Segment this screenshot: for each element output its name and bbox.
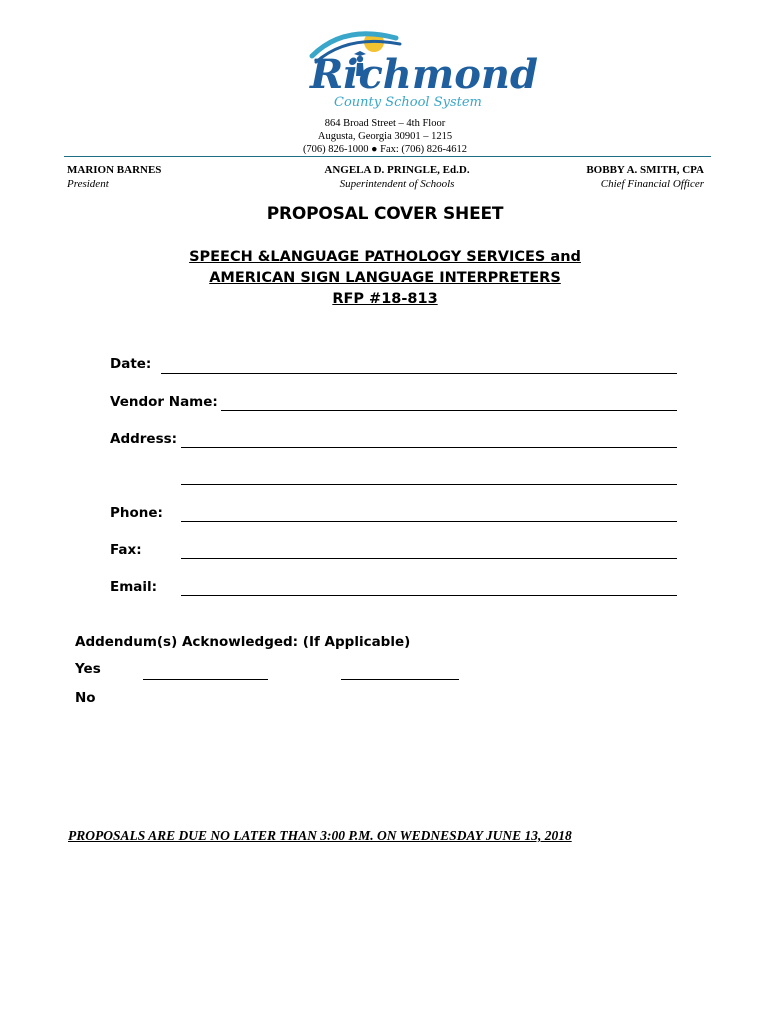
- vendor-name-field[interactable]: [221, 410, 677, 411]
- addendum-yes-field-1[interactable]: [143, 679, 268, 680]
- address-label: Address:: [110, 431, 178, 447]
- phone-label: Phone:: [110, 505, 163, 521]
- document-title: PROPOSAL COVER SHEET: [266, 204, 504, 224]
- address-line-street: 864 Broad Street – 4th Floor: [324, 118, 446, 129]
- addendum-yes-label: Yes: [75, 661, 101, 677]
- official-cfo: [586, 163, 704, 191]
- district-address: [0, 117, 770, 156]
- phone-field[interactable]: [181, 521, 677, 522]
- official-title: Chief Financial Officer: [600, 178, 704, 190]
- logo-wordmark: Richmond: [310, 51, 538, 98]
- richmond-county-logo: [304, 16, 538, 116]
- official-title: Superintendent of Schools: [339, 178, 455, 190]
- addendum-no-label: No: [75, 690, 96, 706]
- address-field-line-1[interactable]: [181, 447, 677, 448]
- official-title: President: [67, 178, 109, 190]
- addendum-label: Addendum(s) Acknowledged: (If Applicable): [75, 634, 411, 650]
- official-name: ANGELA D. PRINGLE, Ed.D.: [324, 164, 470, 176]
- date-label: Date:: [110, 356, 152, 372]
- fax-label: Fax:: [110, 542, 142, 558]
- email-label: Email:: [110, 579, 158, 595]
- address-line-city: Augusta, Georgia 30901 – 1215: [317, 131, 453, 142]
- addendum-yes-field-2[interactable]: [341, 679, 459, 680]
- official-president: [67, 163, 161, 191]
- rfp-subtitle: [0, 247, 770, 310]
- header-divider: [64, 156, 711, 157]
- email-field[interactable]: [181, 595, 677, 596]
- logo-subtitle: County School System: [334, 95, 482, 110]
- date-field[interactable]: [161, 373, 677, 374]
- rfp-number: RFP #18-813: [332, 291, 438, 307]
- official-superintendent: [285, 163, 509, 191]
- rfp-subtitle-line: AMERICAN SIGN LANGUAGE INTERPRETERS: [209, 270, 561, 286]
- fax-field[interactable]: [181, 558, 677, 559]
- rfp-subtitle-line: SPEECH &LANGUAGE PATHOLOGY SERVICES and: [189, 249, 581, 265]
- official-name: MARION BARNES: [67, 164, 162, 176]
- address-line-phone: (706) 826-1000 ● Fax: (706) 826-4612: [302, 144, 468, 155]
- address-field-line-2[interactable]: [181, 484, 677, 485]
- official-name: BOBBY A. SMITH, CPA: [586, 164, 704, 176]
- vendor-name-label: Vendor Name:: [110, 394, 218, 410]
- due-date-notice: PROPOSALS ARE DUE NO LATER THAN 3:00 P.M. ON WEDNESDAY JUNE 13, 2018: [68, 828, 572, 843]
